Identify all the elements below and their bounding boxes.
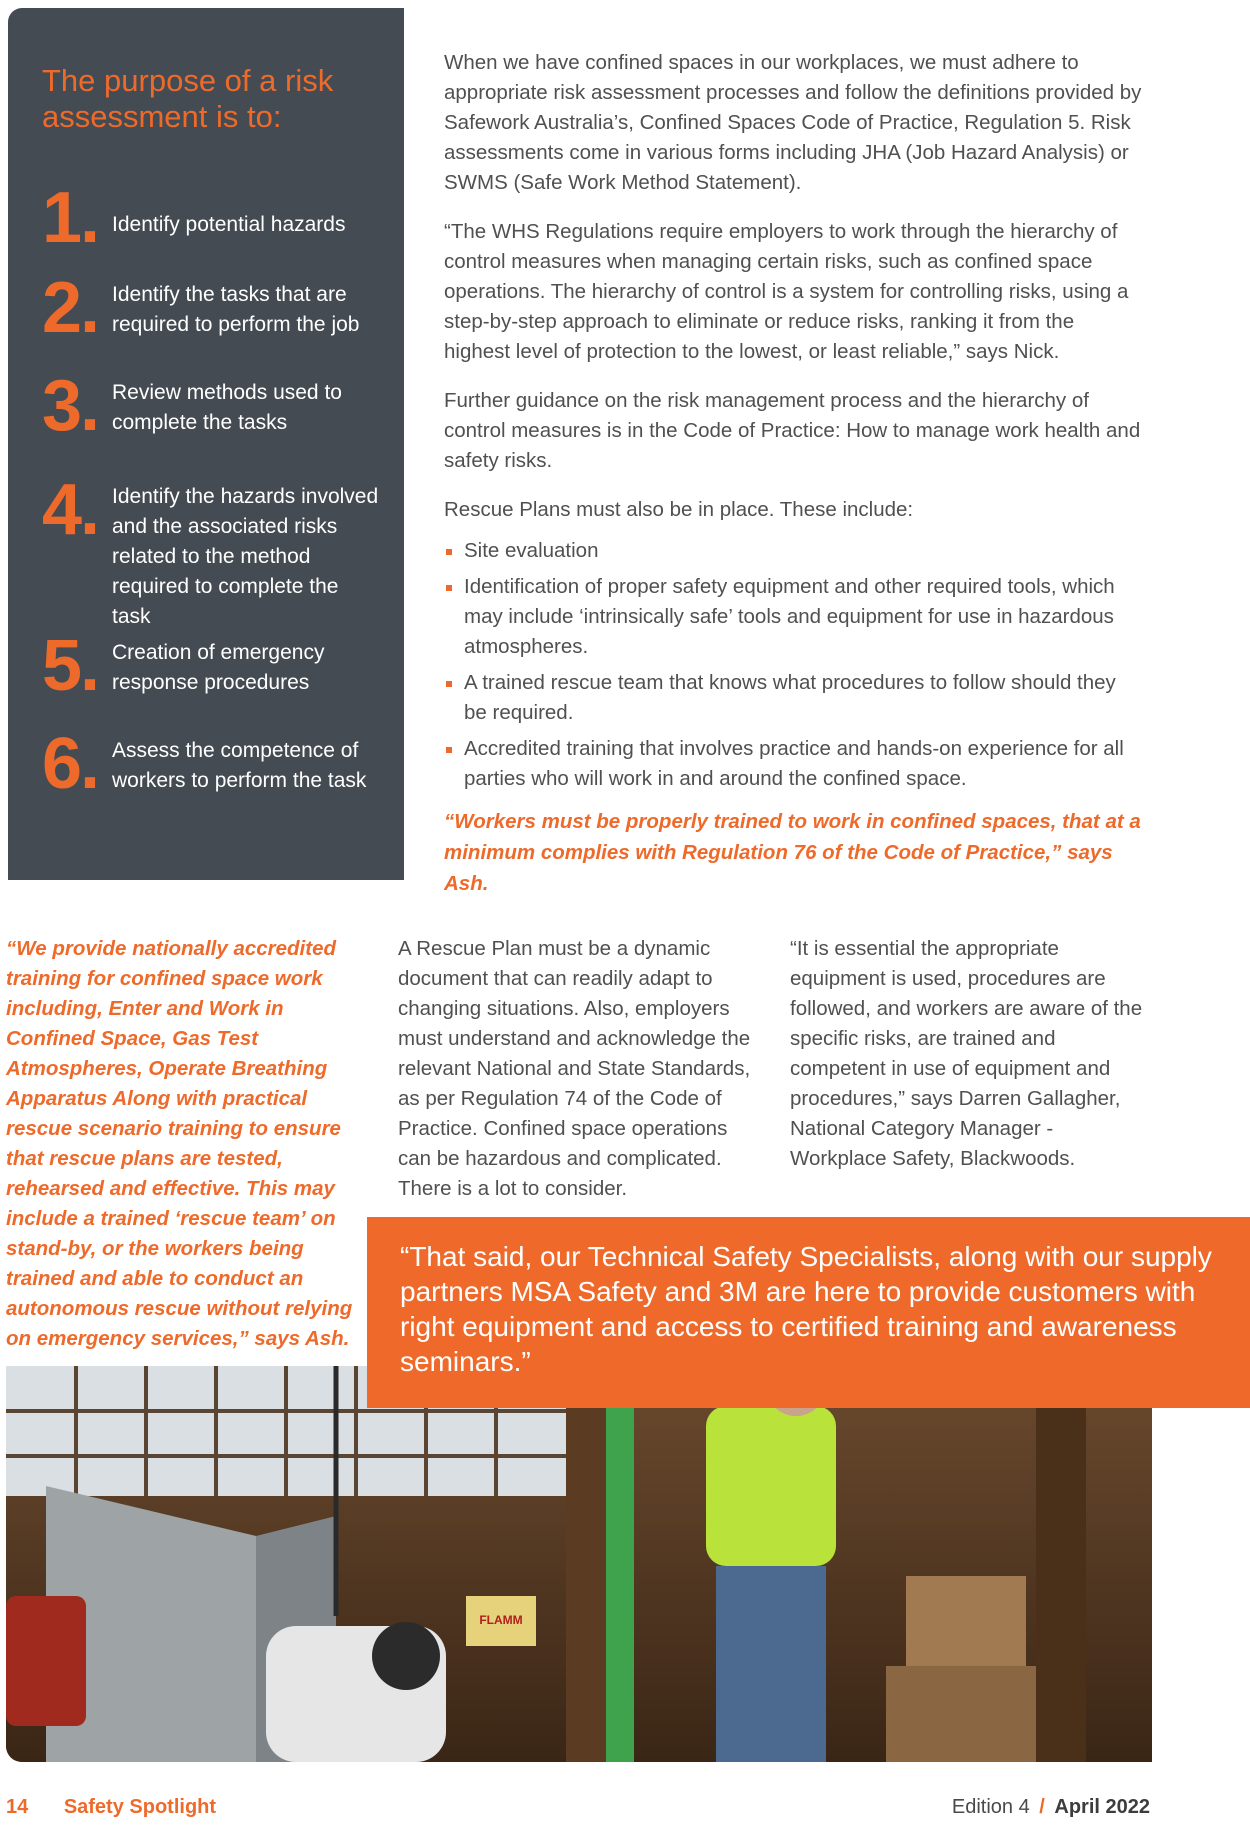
flammable-sign: FLAMM [479, 1613, 523, 1627]
callout-box [367, 1217, 1250, 1408]
step-number: 2. [42, 268, 99, 348]
step-text: Identify potential hazards [112, 213, 346, 236]
paragraph: Rescue Plans must also be in place. These include: [444, 498, 914, 521]
step-number: 6. [42, 724, 99, 804]
step-number: 5. [42, 626, 99, 706]
page-number: 14 [6, 1796, 29, 1818]
darren-quote: “It is essential the appropriate equipment is used, procedures are followed, and workers are aware of the specific risks, are trained and competent in use of equipment and procedures,” says Darren Gallagher, National Category Manager - Workplace Safety, Blackwoods. [790, 937, 1143, 1170]
paragraph: When we have confined spaces in our workplaces, we must adhere to appropriate risk assessment processes and follow the definitions provided by Safework Australia’s, Confined Spaces Code of Practice, Regulation 5. Risk assessments come in various forms including JHA (Job Hazard Analysis) or SWMS (Safe Work Method Statement). [444, 51, 1142, 194]
step-1 [42, 178, 352, 258]
separator: / [1039, 1796, 1045, 1818]
rescue-plan-paragraph: A Rescue Plan must be a dynamic document that can readily adapt to changing situations. Also, employers must understand and acknowledge the relevant National and State Standards, as per Regulation 74 of the Code of Practice. Confined space operations can be hazardous and complicated. There is a lot to consider. [398, 937, 751, 1200]
list-item: Site evaluation [444, 536, 1144, 566]
step-text: Assess the competence of workers to perform the task [112, 739, 367, 792]
panel-title: The purpose of a risk assessment is to: [42, 63, 334, 134]
step-number: 1. [42, 178, 99, 258]
step-text: Creation of emergency response procedures [112, 641, 325, 694]
paragraph: Further guidance on the risk management process and the hierarchy of control measures is in the Code of Practice: How to manage work health and safety risks. [444, 389, 1141, 472]
edition-label: Edition 4 [951, 1796, 1030, 1818]
ash-quote: “We provide nationally accredited training for confined space work including, Enter and Work in Confined Space, Gas Test Atmospheres, Operate Breathing Apparatus Along with practical rescue scenario training to ensure that rescue plans are tested, rehearsed and effective. This may include a trained ‘rescue team’ on stand-by, or the workers being trained and able to conduct an autonomous rescue without relying on emergency services,” says Ash. [6, 937, 353, 1350]
step-4 [42, 470, 382, 632]
footer-right [952, 1796, 1150, 1819]
confined-space-rescue-photo [6, 1366, 1152, 1762]
pull-quote: “Workers must be properly trained to work in confined spaces, that at a minimum complies with Regulation 76 of the Code of Practice,” says Ash. [444, 810, 1141, 895]
step-text: Identify the hazards involved and the associated risks related to the method required to complete the task [112, 485, 379, 628]
bullet-icon [446, 747, 452, 753]
issue-date: April 2022 [1054, 1796, 1150, 1818]
footer-left [6, 1796, 216, 1819]
step-6 [42, 724, 382, 804]
paragraph: “The WHS Regulations require employers to work through the hierarchy of control measures when managing certain risks, such as confined space operations. The hierarchy of control is a system for controlling risks, using a step-by-step approach to eliminate or reduce risks, ranking it from the highest level of protection to the lowest, or least reliable,” says Nick. [444, 220, 1129, 363]
bullet-icon [446, 681, 452, 687]
list-item: Accredited training that involves practice and hands-on experience for all parties who will work in and around the confined space. [444, 734, 1144, 794]
callout-text: “That said, our Technical Safety Specialists, along with our supply partners MSA Safety and 3M are here to provide customers with right equipment and access to certified training and awareness seminars.” [400, 1241, 1212, 1377]
list-item: A trained rescue team that knows what procedures to follow should they be required. [444, 668, 1144, 728]
bullet-icon [446, 549, 452, 555]
rescue-plan-list [444, 536, 1144, 794]
step-number: 4. [42, 470, 99, 550]
step-3 [42, 366, 342, 446]
risk-assessment-panel [8, 8, 404, 880]
photo-illustration [6, 1366, 1152, 1762]
magazine-title: Safety Spotlight [63, 1796, 217, 1818]
step-text: Review methods used to complete the tasks [112, 381, 342, 434]
bullet-icon [446, 585, 452, 591]
step-2 [42, 268, 362, 348]
list-item: Identification of proper safety equipment and other required tools, which may include ‘intrinsically safe’ tools and equipment for use in hazardous atmospheres. [444, 572, 1144, 662]
step-5 [42, 626, 342, 706]
step-number: 3. [42, 366, 99, 446]
step-text: Identify the tasks that are required to perform the job [112, 283, 360, 336]
article-body [444, 48, 1144, 918]
